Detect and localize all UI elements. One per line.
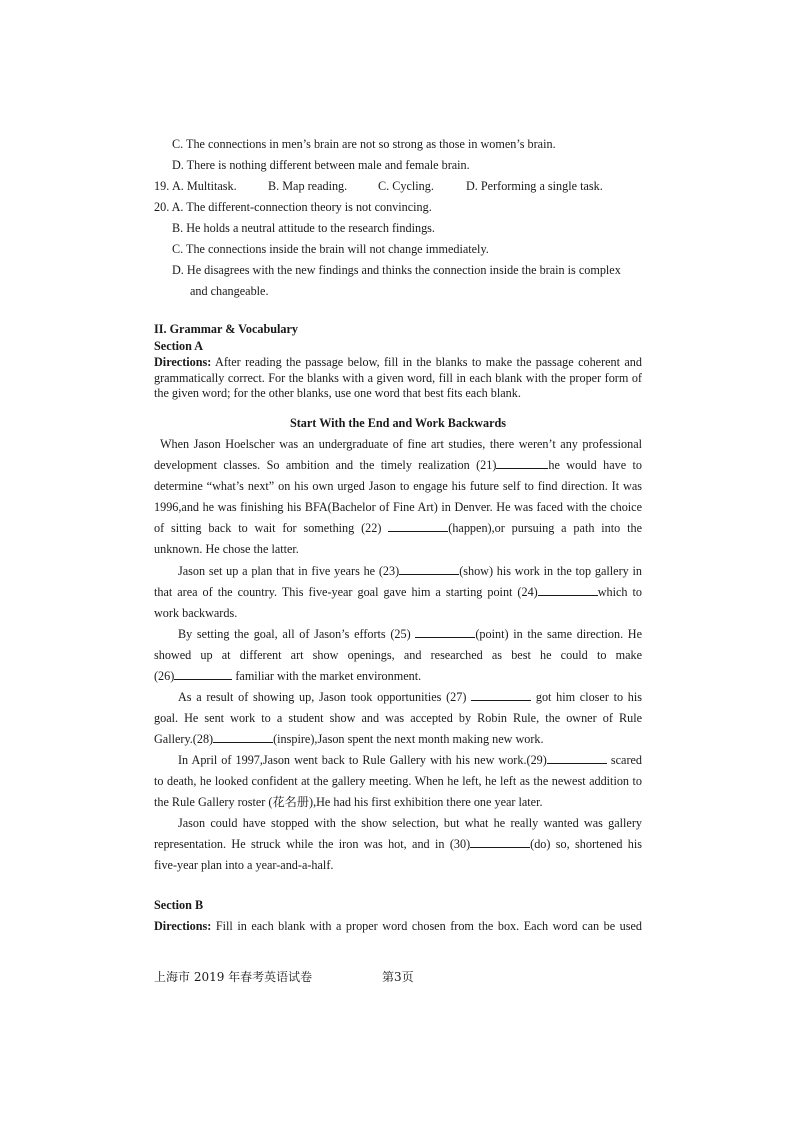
passage-line: showed up at different art show openings, and researched as best he could to make xyxy=(154,648,642,662)
q19-option-b: B. Map reading. xyxy=(268,179,348,193)
q19-option-c: C. Cycling. xyxy=(378,179,434,193)
blank-23[interactable] xyxy=(399,563,459,575)
q20-option-c: C. The connections inside the brain will not change immediately. xyxy=(172,242,489,256)
passage-text: (happen),or pursuing a path into the xyxy=(448,521,642,535)
blank-21[interactable] xyxy=(496,457,548,469)
q18-option-c: C. The connections in men’s brain are not so strong as those in women’s brain. xyxy=(172,137,556,151)
q20-option-d: D. He disagrees with the new findings and thinks the connection inside the brain is complex xyxy=(172,263,621,277)
directions-text: Fill in each blank with a proper word chosen from the box. Each word can be used xyxy=(215,919,642,933)
passage-text: (show) his work in the top gallery in xyxy=(459,564,642,578)
q19-row xyxy=(154,178,603,194)
blank-30[interactable] xyxy=(470,836,530,848)
q18-option-d: D. There is nothing different between male and female brain. xyxy=(172,158,470,172)
passage-text: In April of 1997,Jason went back to Rule Gallery with his new work.(29) xyxy=(178,753,547,767)
passage-line: the Rule Gallery roster (花名册),He had his first exhibition there one year later. xyxy=(154,795,543,809)
footer-page-number: 第3页 xyxy=(382,970,414,984)
q19-number: 19. xyxy=(154,179,170,193)
directions-line-2: grammatically correct. For the blanks with a given word, fill in each blank with the proper form of xyxy=(154,371,642,385)
passage-line: to death, he looked confident at the gallery meeting. When he left, he left as the newest addition to xyxy=(154,774,642,788)
blank-29[interactable] xyxy=(547,752,607,764)
passage-line xyxy=(178,689,642,705)
passage-text: which to xyxy=(597,585,642,599)
passage-text: development classes. So ambition and the timely realization (21) xyxy=(154,458,497,472)
passage-text: that area of the country. This five-year goal gave him a starting point (24) xyxy=(154,585,538,599)
passage-text: As a result of showing up, Jason took opportunities (27) xyxy=(178,690,467,704)
passage-text: of sitting back to wait for something (22) xyxy=(154,521,382,535)
q19-option-d: D. Performing a single task. xyxy=(466,179,603,193)
passage-line: goal. He sent work to a student show and was accepted by Robin Rule, the owner of Rule xyxy=(154,711,642,725)
q20-option-b: B. He holds a neutral attitude to the research findings. xyxy=(172,221,435,235)
directions-label: Directions: xyxy=(154,919,212,933)
passage-line: 1996,and he was finishing his BFA(Bachelor of Fine Art) in Denver. He was faced with the choice xyxy=(154,500,642,514)
q19-option-a: A. Multitask. xyxy=(172,179,237,193)
passage-line: determine “what’s next” on his own urged Jason to engage his future self to find direction. It was xyxy=(154,479,642,493)
passage-line: work backwards. xyxy=(154,606,238,620)
passage-line: five-year plan into a year-and-a-half. xyxy=(154,858,334,872)
blank-27[interactable] xyxy=(471,689,531,701)
section-heading: II. Grammar & Vocabulary xyxy=(154,322,298,336)
directions-text: After reading the passage below, fill in the blanks to make the passage coherent and xyxy=(215,355,642,369)
passage-text: (do) so, shortened his xyxy=(530,837,642,851)
passage-text: familiar with the market environment. xyxy=(235,669,422,683)
passage-text: got him closer to his xyxy=(535,690,642,704)
passage-text: (inspire),Jason spent the next month making new work. xyxy=(273,732,544,746)
directions-label: Directions: xyxy=(154,355,212,369)
section-a-heading: Section A xyxy=(154,339,204,353)
passage-line xyxy=(154,584,642,600)
passage-text: Jason set up a plan that in five years he (23) xyxy=(178,564,400,578)
passage-line xyxy=(154,457,642,473)
directions-line-1 xyxy=(154,354,642,370)
passage-line xyxy=(178,626,642,642)
passage-line xyxy=(154,520,642,536)
passage-line xyxy=(154,668,421,684)
section-b-heading: Section B xyxy=(154,898,204,912)
passage-line: Jason could have stopped with the show selection, but what he really wanted was gallery xyxy=(178,816,642,830)
passage-text: representation. He struck while the iron was hot, and in (30) xyxy=(154,837,471,851)
passage-line xyxy=(154,836,642,852)
passage-line xyxy=(178,752,642,768)
q20-option-d-cont: and changeable. xyxy=(190,284,269,298)
blank-24[interactable] xyxy=(538,584,598,596)
passage-text: (point) in the same direction. He xyxy=(475,627,643,641)
footer-exam-title: 上海市 2019 年春考英语试卷 xyxy=(154,970,313,984)
passage-text: By setting the goal, all of Jason’s efforts (25) xyxy=(178,627,411,641)
section-b-directions xyxy=(154,918,642,934)
q20-option-a: 20. A. The different-connection theory is not convincing. xyxy=(154,200,432,214)
blank-25[interactable] xyxy=(415,626,475,638)
passage-text: Gallery.(28) xyxy=(154,732,214,746)
passage-line: When Jason Hoelscher was an undergraduate of fine art studies, there weren’t any professional xyxy=(160,437,642,451)
directions-line-3: the given word; for the other blanks, use one word that best fits each blank. xyxy=(154,386,521,400)
blank-28[interactable] xyxy=(213,731,273,743)
blank-22[interactable] xyxy=(388,520,448,532)
passage-line xyxy=(154,731,544,747)
passage-text: (26) xyxy=(154,669,175,683)
passage-title: Start With the End and Work Backwards xyxy=(289,416,507,430)
passage-line xyxy=(178,563,642,579)
passage-text: scared xyxy=(610,753,643,767)
passage-line: unknown. He chose the latter. xyxy=(154,542,299,556)
passage-text: he would have to xyxy=(548,458,642,472)
blank-26[interactable] xyxy=(174,668,232,680)
